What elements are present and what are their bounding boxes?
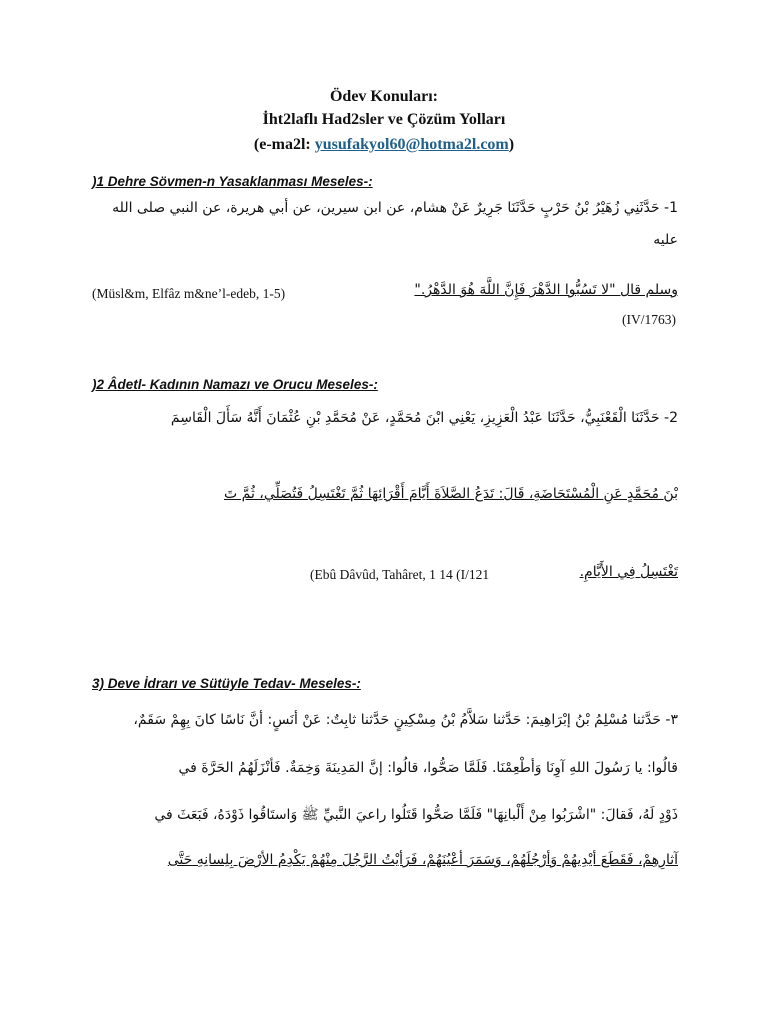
document-title: Ödev Konuları: xyxy=(329,88,438,105)
section-3-arabic-line-4: آثارِهِمْ، فَقَطَعَ أيْدِيهُمْ وَأرْجُلَهُمْ، وَسَمَرَ أعْيُنَهُمْ، فَرَأيْتُ الرَّجُلَ مِنْهُمْ يَكْدِمُ الأرْضَ بِلِسانِهِ حَتَّى xyxy=(167,852,678,868)
document-subtitle: İht2laflı Had2sler ve Çözüm Yolları xyxy=(262,111,506,128)
section-3-heading: 3) Deve İdrarı ve Sütüyle Tedav- Meseles-: xyxy=(92,676,361,691)
section-1-arabic-line-1: 1- حَدَّثَنِي زُهَيْرُ بْنُ حَرْبٍ حَدَّثَنَا جَرِيرٌ عَنْ هشام، عن ابن سيرين، عن أبي هريرة، عن النبي صلى الله xyxy=(112,200,678,216)
section-3-arabic-line-2: قالُوا: يا رَسُولَ اللهِ آوِنَا وَأطْعِمْنَا. فَلَمَّا صَحُّوا، قالُوا: إنَّ المَدِينَةَ وَخِمَةٌ. فَأنْزَلَهُمُ الحَرَّةَ في xyxy=(178,760,678,776)
section-3-arabic-line-3: ذَوْدٍ لَهُ، فَقالَ: "اشْرَبُوا مِنْ أَلْبانِهَا" فَلَمَّا صَحُّوا قَتَلُوا راعيَ النَّبيِّ ﷺ وَاستَاقُوا ذَوْدَهُ، فَبَعَثَ في xyxy=(154,807,678,823)
email-prefix: (e-ma2l: xyxy=(253,136,315,153)
email-link[interactable]: yusufakyol60@hotma2l.com xyxy=(314,136,509,153)
email-suffix: ) xyxy=(508,136,515,153)
section-1-citation-volume: (IV/1763) xyxy=(622,312,676,327)
section-1-heading: )1 Dehre Sövmen-n Yasaklanması Meseles-: xyxy=(92,174,373,189)
section-2-arabic-line-2: بْنَ مُحَمَّدٍ عَنِ الْمُسْتَحَاضَةِ، قَالَ: تَدَعُ الصَّلاَةَ أَيَّامَ أَقْرَائِهَا ثُمَّ تَغْتَسِلُ فَتُصَلِّي، ثُمَّ تَ xyxy=(224,486,678,502)
section-2-arabic-line-1: 2- حَدَّثَنَا الْقَعْنَبِيُّ، حَدَّثَنَا عَبْدُ الْعَزِيزِ، يَعْنِي ابْنَ مُحَمَّدٍ، عَنْ مُحَمَّدِ بْنِ عُثْمَانَ أَنَّهُ سَأَلَ الْقَاسِمَ xyxy=(170,410,678,426)
section-1-arabic-line-2: عليه xyxy=(653,232,678,248)
section-2-heading: )2 Âdetl- Kadının Namazı ve Orucu Meseles-: xyxy=(92,377,378,392)
email-line xyxy=(0,135,768,155)
section-1-citation: (Müsl&m, Elfâz m&ne’l-edeb, 1-5) xyxy=(92,286,286,301)
section-2-arabic-line-3: تَغْتَسِلُ فِي الأَيَّامِ. xyxy=(579,564,678,580)
section-2-citation: (Ebû Dâvûd, Tahâret, 1 14 (I/121 xyxy=(310,567,490,582)
section-3-arabic-line-1: ٣- حَدَّثنا مُسْلِمُ بْنُ إبْرَاهِيمَ: حَدَّثنا سَلاَّمُ بْنُ مِسْكِينٍ حَدَّثنا ثابِتٌ: عَنْ أنَسٍ: أنَّ نَاسًا كانَ بِهِمْ سَقَمٌ، xyxy=(133,712,678,728)
section-1-arabic-line-3: وسلم قال "لا تَسُبُّوا الدَّهْرَ فَإِنَّ اللَّهَ هُوَ الدَّهْرُ." xyxy=(414,282,678,298)
